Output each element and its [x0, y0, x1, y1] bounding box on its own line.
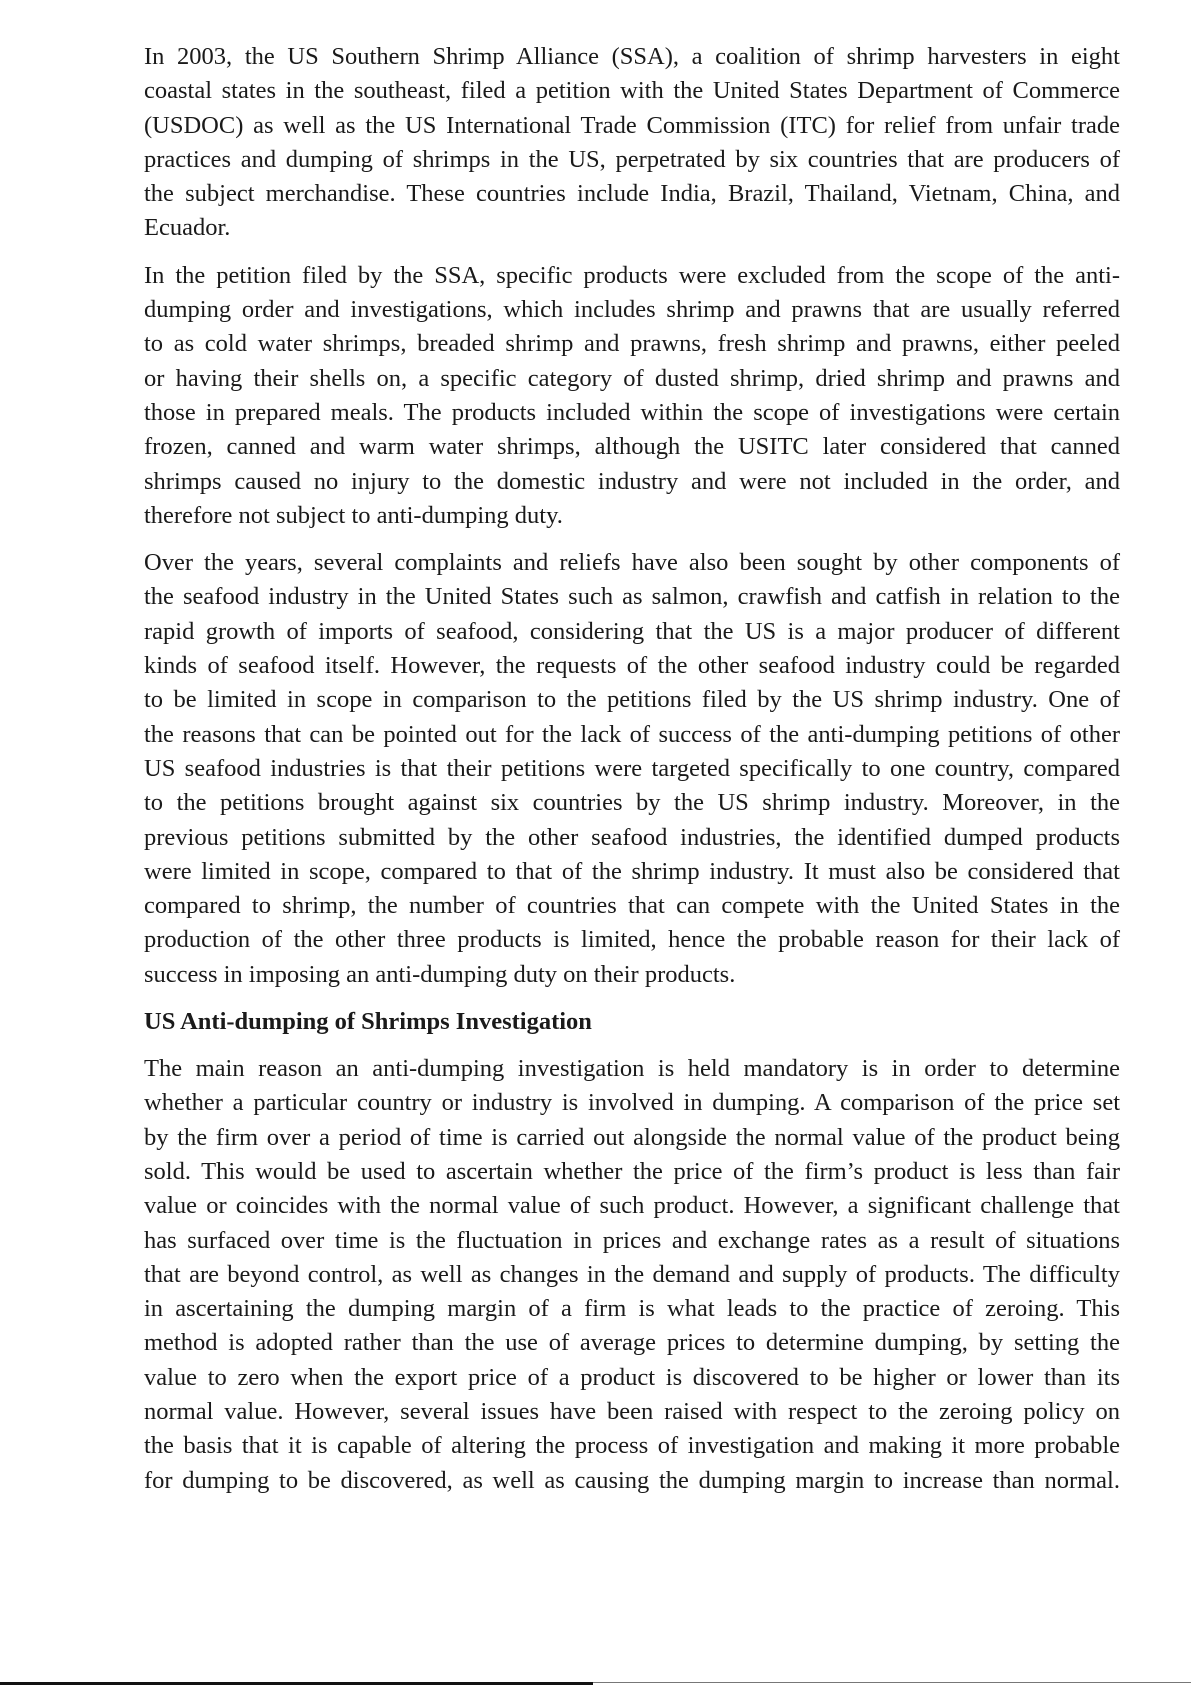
text-line: compared to shrimp, the number of countries that can compete with the United States in the — [144, 892, 1120, 920]
text-line: method is adopted rather than the use of average prices to determine dumping, by setting the — [144, 1329, 1120, 1357]
section-heading: US Anti-dumping of Shrimps Investigation — [144, 1008, 592, 1036]
text-line: Over the years, several complaints and reliefs have also been sought by other components of — [144, 549, 1120, 577]
text-line: coastal states in the southeast, filed a petition with the United States Department of Commerce — [144, 77, 1120, 105]
text-line: In the petition filed by the SSA, specific products were excluded from the scope of the anti- — [144, 261, 1120, 289]
text-line: value or coincides with the normal value of such product. However, a significant challenge that — [144, 1192, 1120, 1220]
text-line: dumping order and investigations, which includes shrimp and prawns that are usually referred — [144, 296, 1120, 324]
text-line: kinds of seafood itself. However, the requests of the other seafood industry could be regarded — [144, 652, 1120, 680]
text-line: to be limited in scope in comparison to the petitions filed by the US shrimp industry. One of — [144, 686, 1120, 714]
text-line: those in prepared meals. The products included within the scope of investigations were certain — [144, 398, 1120, 426]
text-line: the seafood industry in the United States such as salmon, crawfish and catfish in relation to the — [144, 583, 1120, 611]
document-page — [144, 40, 1120, 1511]
text-line: or having their shells on, a specific category of dusted shrimp, dried shrimp and prawns and — [144, 364, 1120, 392]
text-line: success in imposing an anti-dumping duty on their products. — [144, 960, 736, 988]
text-line: that are beyond control, as well as changes in the demand and supply of products. The difficulty — [144, 1260, 1120, 1288]
text-line: to as cold water shrimps, breaded shrimp and prawns, fresh shrimp and prawns, either peeled — [144, 330, 1120, 358]
scan-edge-line — [593, 1682, 1191, 1683]
text-line: the reasons that can be pointed out for the lack of success of the anti-dumping petitions of other — [144, 720, 1120, 748]
text-line: The main reason an anti-dumping investigation is held mandatory is in order to determine — [144, 1055, 1120, 1083]
text-line: Ecuador. — [144, 214, 231, 242]
text-line: whether a particular country or industry is involved in dumping. A comparison of the price set — [144, 1089, 1120, 1117]
text-line: sold. This would be used to ascertain whether the price of the firm’s product is less than fair — [144, 1157, 1120, 1185]
text-line: practices and dumping of shrimps in the US, perpetrated by six countries that are producers of — [144, 145, 1120, 173]
text-line: shrimps caused no injury to the domestic industry and were not included in the order, and — [144, 467, 1120, 495]
text-line: value to zero when the export price of a product is discovered to be higher or lower than its — [144, 1363, 1120, 1391]
text-line: US seafood industries is that their petitions were targeted specifically to one country, compared — [144, 754, 1120, 782]
text-line: therefore not subject to anti-dumping duty. — [144, 501, 563, 529]
text-line: previous petitions submitted by the other seafood industries, the identified dumped products — [144, 823, 1120, 851]
text-line: to the petitions brought against six countries by the US shrimp industry. Moreover, in the — [144, 789, 1120, 817]
text-line: in ascertaining the dumping margin of a firm is what leads to the practice of zeroing. This — [144, 1295, 1120, 1323]
text-line: has surfaced over time is the fluctuation in prices and exchange rates as a result of situations — [144, 1226, 1120, 1254]
text-line: production of the other three products is limited, hence the probable reason for their lack of — [144, 926, 1120, 954]
text-line: the subject merchandise. These countries include India, Brazil, Thailand, Vietnam, China, and — [144, 180, 1120, 208]
text-line: for dumping to be discovered, as well as causing the dumping margin to increase than normal. — [144, 1466, 1120, 1494]
paragraph — [144, 546, 1120, 992]
paragraph — [144, 40, 1120, 246]
body-paragraphs — [144, 40, 1120, 992]
text-line: normal value. However, several issues have been raised with respect to the zeroing policy on — [144, 1397, 1120, 1425]
paragraph — [144, 259, 1120, 533]
text-line: (USDOC) as well as the US International Trade Commission (ITC) for relief from unfair trade — [144, 111, 1120, 139]
text-line: rapid growth of imports of seafood, considering that the US is a major producer of different — [144, 617, 1120, 645]
text-line: were limited in scope, compared to that of the shrimp industry. It must also be considered that — [144, 857, 1120, 885]
text-line: by the firm over a period of time is carried out alongside the normal value of the product being — [144, 1123, 1120, 1151]
text-line: frozen, canned and warm water shrimps, although the USITC later considered that canned — [144, 433, 1120, 461]
text-line: the basis that it is capable of altering the process of investigation and making it more probable — [144, 1432, 1120, 1460]
text-line: In 2003, the US Southern Shrimp Alliance (SSA), a coalition of shrimp harvesters in eight — [144, 43, 1120, 70]
section-paragraph — [144, 1052, 1120, 1498]
